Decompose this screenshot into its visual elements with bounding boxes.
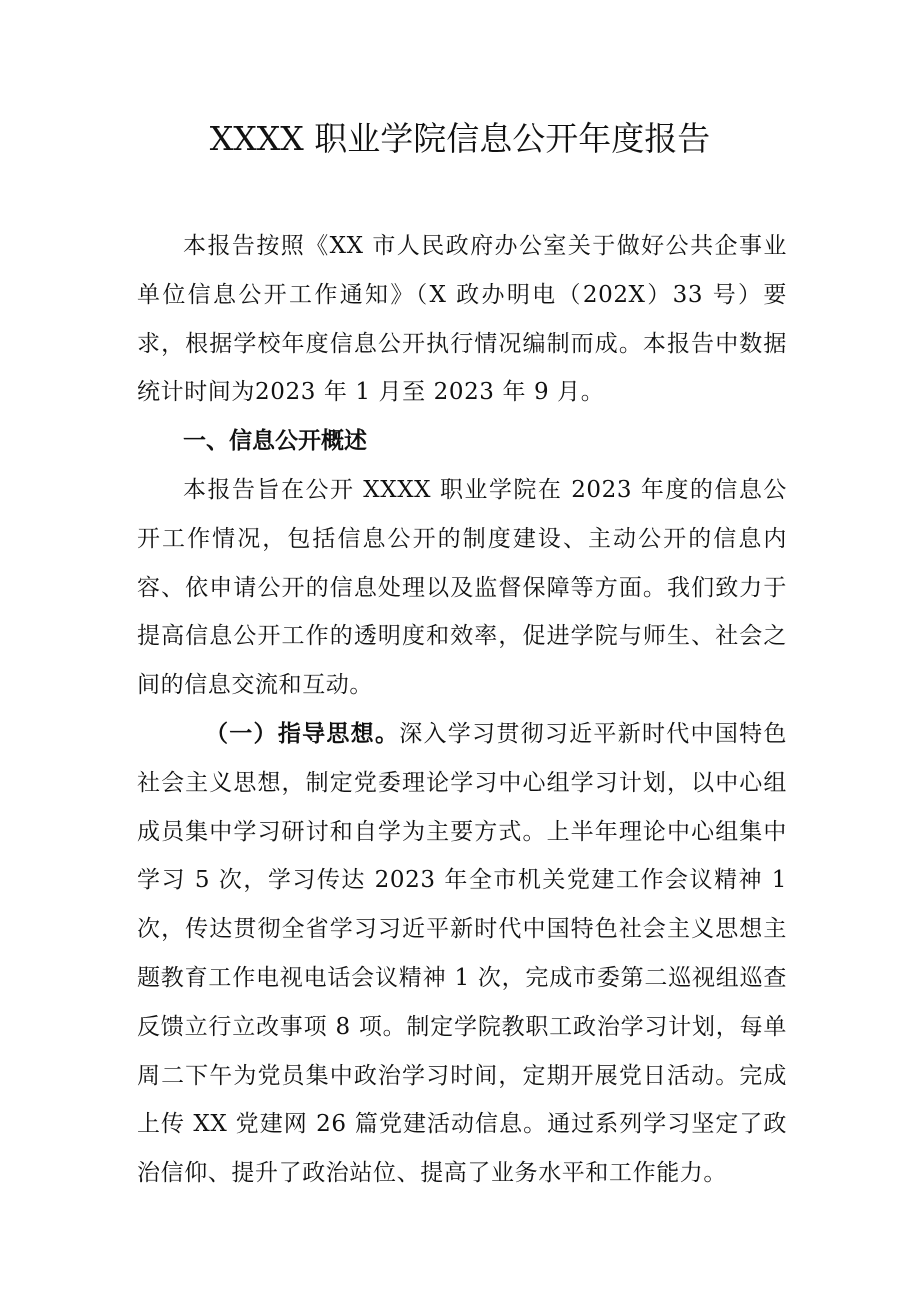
overview-paragraph: 本报告旨在公开 XXXX 职业学院在 2023 年度的信息公开工作情况，包括信息公开的制度建设、主动公开的信息内容、依申请公开的信息处理以及监督保障等方面。我们致力于提高信息公开工作的透明度和效率，促进学院与师生、社会之间的信息交流和互动。	[137, 476, 787, 699]
guiding-thought-paragraph	[137, 710, 787, 1198]
guiding-thought-text: 深入学习贯彻习近平新时代中国特色社会主义思想，制定党委理论学习中心组学习计划，以中心组成员集中学习研讨和自学为主要方式。上半年理论中心组集中学习 5 次，学习传达 2023 年全市机关党建工作会议精神 1 次，传达贯彻全省学习习近平新时代中国特色社会主义思想主题教育工作电视电话会议精神 1 次，完成市委第二巡视组巡查反馈立行立改事项 8 项。制定学院教职工政治学习计划，每单周二下午为党员集中政治学习时间，定期开展党日活动。完成上传 XX 党建网 26 篇党建活动信息。通过系列学习坚定了政治信仰、提升了政治站位、提高了业务水平和工作能力。	[137, 720, 787, 1187]
document-body	[137, 222, 787, 1198]
document-title: XXXX 职业学院信息公开年度报告	[209, 119, 711, 158]
subsection-lead-guiding-thought: （一）指导思想。	[205, 720, 400, 747]
section-heading-overview: 一、信息公开概述	[183, 428, 367, 455]
intro-paragraph: 本报告按照《XX 市人民政府办公室关于做好公共企事业单位信息公开工作通知》（X 政办明电（202X）33 号）要求，根据学校年度信息公开执行情况编制而成。本报告中数据统计时间为2023 年 1 月至 2023 年 9 月。	[137, 233, 787, 406]
